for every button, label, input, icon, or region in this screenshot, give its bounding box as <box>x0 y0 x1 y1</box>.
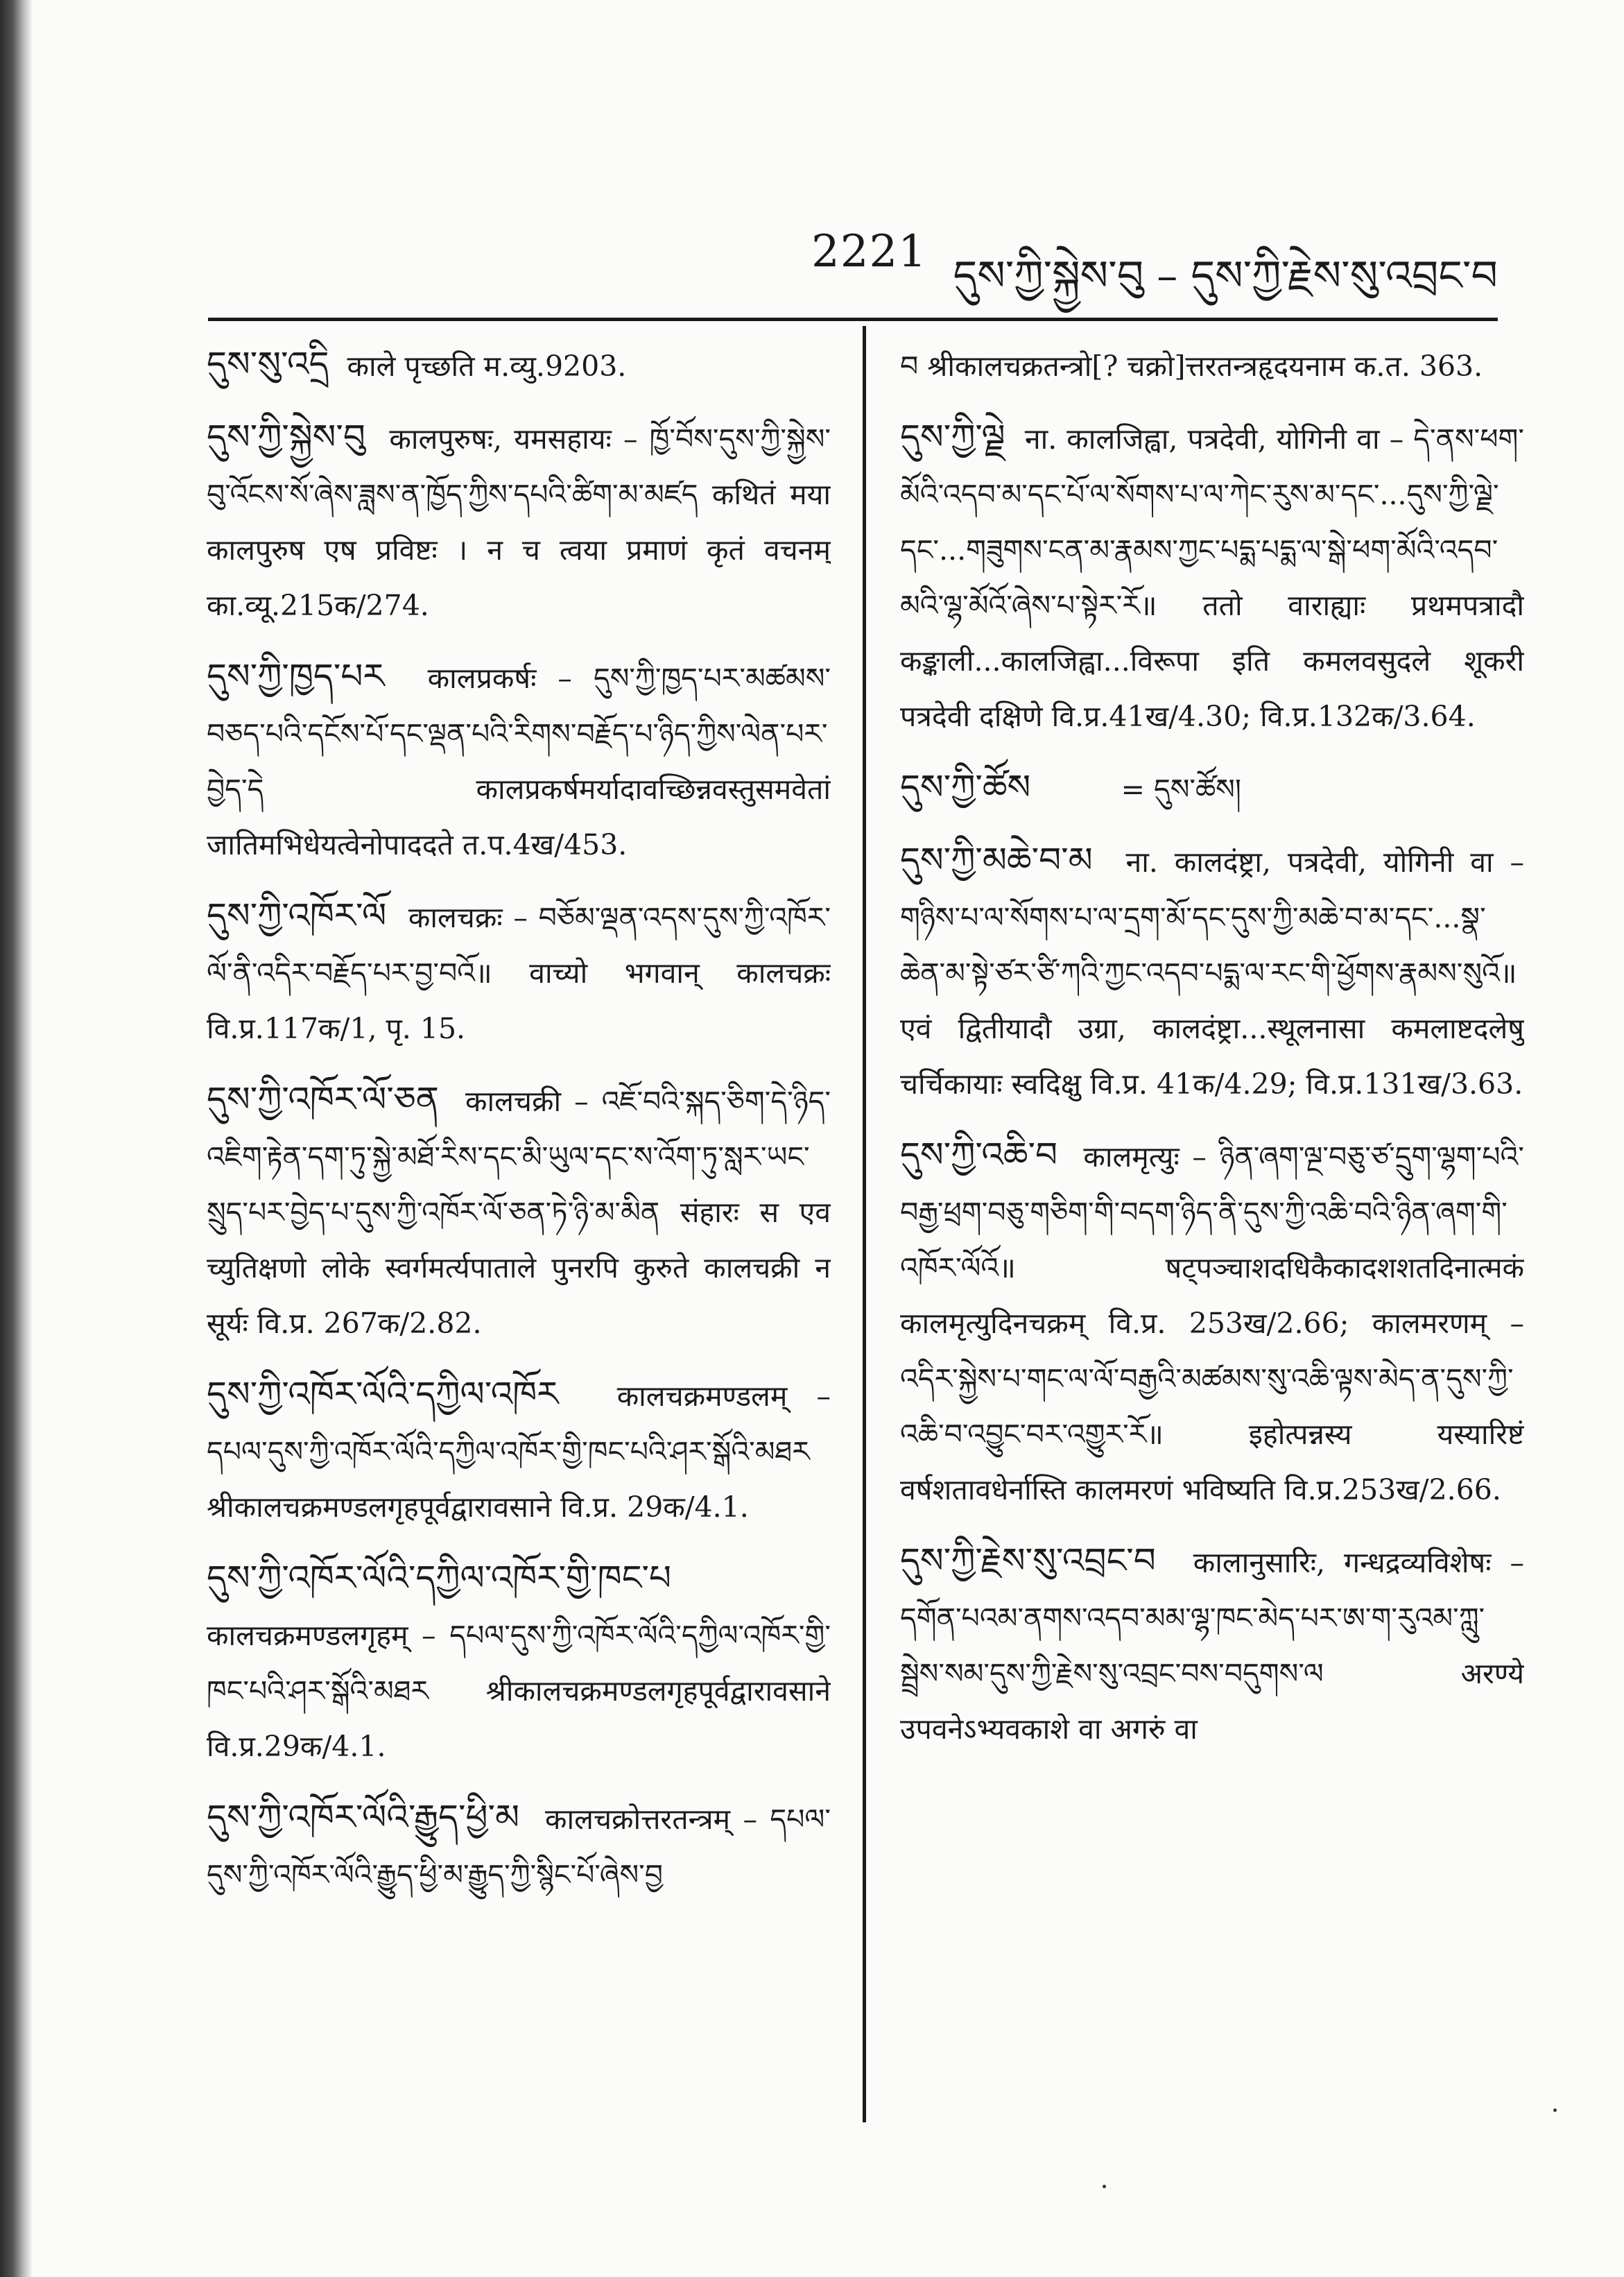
dictionary-entry <box>900 1127 1524 1518</box>
headword: དུས་ཀྱི་འཁོར་ལོའི་རྒྱུད་ཕྱི་མ <box>207 1797 520 1837</box>
dictionary-entry <box>207 409 831 633</box>
header-rule <box>208 318 1498 321</box>
dictionary-entry <box>207 1550 831 1774</box>
headword: དུས་ཀྱི་ལྗེ <box>900 417 1005 457</box>
dictionary-entry <box>207 336 831 394</box>
definition: ना. कालदंष्ट्रा, पत्रदेवी, योगिनी वा – གཉིས་པ་ལ་སོགས་པ་ལ་དྲག་མོ་དང་དུས་ཀྱི་མཆེ་བ་མ་དང་...སྣ་ཆེན་མ་སྟེ་ཙར་ཙི་ཀའི་ཀྱང་འདབ་པདྨ་ལ་རང་གི་ཕྱོགས་རྣམས་སུའོ॥ एवं द्वितीयादौ उग्रा, कालदंष्ट्रा...स्थूलनासा कमलाष्टदलेषु चर्चिकायाः स्वदिक्षु वि.प्र. 41क/4.29; वि.प्र.131ख/3.63. <box>900 845 1524 1101</box>
definition: कालचक्रः – བཅོམ་ལྡན་འདས་དུས་ཀྱི་འཁོར་ལོ་ནི་འདིར་བརྗོད་པར་བྱ་བའོ॥ वाच्यो भगवान् कालचक्रः वि.प्र.117क/1, पृ. 15. <box>207 901 831 1045</box>
definition: कालचक्रमण्डलगृहम् – དཔལ་དུས་ཀྱི་འཁོར་ལོའི་དཀྱིལ་འཁོར་གྱི་ཁང་པའི་ཤར་སྒོའི་མཐར श्रीकालचक्रमण्डलगृहपूर्वद्वारावसाने वि.प्र.29क/4.1. <box>207 1619 831 1763</box>
headword: དུས་ཀྱི་འཁོར་ལོའི་དཀྱིལ་འཁོར་གྱི་ཁང་པ <box>207 1558 672 1598</box>
definition: कालमृत्युः – ཉིན་ཞག་ལྔ་བཅུ་ཙ་དྲུག་ལྷག་པའི་བརྒྱ་ཕྲག་བཅུ་གཅིག་གི་བདག་ཉིད་ནི་དུས་ཀྱི་འཆི་བའི་ཉིན་ཞག་གི་འཁོར་ལོའོ॥ षट्पञ्चाशदधिकैकादशशतदिनात्मकं कालमृत्युदिनचक्रम् वि.प्र. 253ख/2.66; कालमरणम् – འདིར་སྐྱེས་པ་གང་ལ་ལོ་བརྒྱའི་མཚམས་སུ་འཆི་ལྟས་མེད་ན་དུས་ཀྱི་འཆི་བ་འབྱུང་བར་འགྱུར་རོ॥ इहोत्पन्नस्य यस्यारिष्टं वर्षशतावधेर्नास्ति कालमरणं भविष्यति वि.प्र.253ख/2.66. <box>900 1140 1524 1506</box>
headword: དུས་ཀྱི་ཁྱད་པར <box>207 656 385 696</box>
headword: དུས་སུ་འདྲི <box>207 344 329 384</box>
headword: དུས་ཀྱི་རྗེས་སུ་འབྲང་བ <box>900 1540 1156 1581</box>
definition: कालानुसारिः, गन्धद्रव्यविशेषः – དགོན་པའམ་ནགས་འདབ་མམ་ལྷ་ཁང་མེད་པར་ཨ་ག་རུའམ་ཀླུ་སྦྲེས་སམ་དུས་ཀྱི་རྗེས་སུ་འབྲང་བས་བདུགས་ལ अरण्ये उपवनेऽभ्यवकाशे वा अगरुं वा <box>900 1546 1524 1746</box>
page-number: 2221 <box>811 226 927 277</box>
scan-speck <box>1103 2185 1106 2188</box>
column-divider <box>863 326 866 2122</box>
definition: कालचक्री – འཇོ་བའི་སྐད་ཅིག་དེ་ཉིད་འཇིག་རྟེན་དག་ཏུ་སྐྱེ་མཐོ་རིས་དང་མི་ཡུལ་དང་ས་འོག་ཏུ་སླར་ཡང་སྲུད་པར་བྱེད་པ་དུས་ཀྱི་འཁོར་ལོ་ཅན་ཏེ་ཉི་མ་མིན संहारः स एव च्युतिक्षणो लोके स्वर्गमर्त्यपाताले पुनरपि कुरुते कालचक्री न सूर्यः वि.प्र. 267क/2.82. <box>207 1085 831 1340</box>
dictionary-entry <box>900 409 1524 744</box>
definition: कालप्रकर्षः – དུས་ཀྱི་ཁྱད་པར་མཚམས་བཅད་པའི་དངོས་པོ་དང་ལྡན་པའི་རིགས་བརྗོད་པ་ཉིད་ཀྱིས་ལེན་པར་བྱེད་དེ कालप्रकर्षमर्यादावच्छिन्नवस्तुसमवेतां जातिमभिधेयत्वेनोपाददते त.प.4ख/453. <box>207 662 831 861</box>
headword: དུས་ཀྱི་འཁོར་ལོའི་དཀྱིལ་འཁོར <box>207 1374 559 1414</box>
running-head: དུས་ཀྱི་སྐྱེས་བུ – དུས་ཀྱི་རྗེས་སུ་འབྲང་བ <box>953 252 1498 300</box>
definition: བ श्रीकालचक्रतन्त्रो[? चक्रो]त्तरतन्त्रहृदयनाम क.त. 363. <box>900 350 1483 383</box>
headword: དུས་ཀྱི་ཚོས <box>900 767 1031 807</box>
headword: དུས་ཀྱི་མཆེ་བ་མ <box>900 840 1093 880</box>
book-binding-shadow <box>0 0 32 2277</box>
definition: कालचक्रोत्तरतन्त्रम् – དཔལ་དུས་ཀྱི་འཁོར་ལོའི་རྒྱུད་ཕྱི་མ་རྒྱུད་ཀྱི་སྙིང་པོ་ཞེས་བྱ <box>207 1803 831 1891</box>
dictionary-entry <box>207 888 831 1056</box>
headword: དུས་ཀྱི་འཁོར་ལོ་ཅན <box>207 1079 439 1119</box>
definition: काले पृच्छति म.व्यु.9203. <box>347 350 627 383</box>
scan-speck <box>1553 2108 1557 2112</box>
definition: ना. कालजिह्वा, पत्रदेवी, योगिनी वा – དེ་ནས་ཕག་མོའི་འདབ་མ་དང་པོ་ལ་སོགས་པ་ལ་ཀེང་རུས་མ་དང་...དུས་ཀྱི་ལྗེ་དང་...གཟུགས་ངན་མ་རྣམས་ཀྱང་པདྨ་པདྨ་ལ་སྒེ་ཕག་མོའི་འདབ་མའི་ལྷ་མོའོ་ཞེས་པ་སྟེར་རོ॥ ततो वाराह्याः प्रथमपत्रादौ कङ्काली...कालजिह्वा...विरूपा इति कमलवसुदले शूकरी पत्रदेवी दक्षिणे वि.प्र.41ख/4.30; वि.प्र.132क/3.64. <box>900 422 1524 733</box>
dictionary-entry <box>207 1072 831 1351</box>
dictionary-entry <box>900 832 1524 1112</box>
definition: कालपुरुषः, यमसहायः – ཁྱོ་བོས་དུས་ཀྱི་སྐྱེས་བུ་འོངས་སོ་ཞེས་ཟླས་ན་ཁྱོད་ཀྱིས་དཔའི་ཚིག་མ་མཛད कथितं मया कालपुरुष एष प्रविष्टः । न च त्वया प्रमाणं कृतं वचनम् का.व्यू.215क/274. <box>207 422 831 622</box>
left-column <box>207 336 831 1918</box>
headword: དུས་ཀྱི་འཆི་བ <box>900 1135 1058 1175</box>
definition: कालचक्रमण्डलम् – དཔལ་དུས་ཀྱི་འཁོར་ལོའི་དཀྱིལ་འཁོར་གྱི་ཁང་པའི་ཤར་སྒོའི་མཐར श्रीकालचक्रमण्डलगृहपूर्वद्वारावसाने वि.प्र. 29क/4.1. <box>207 1380 831 1524</box>
dictionary-entry <box>900 1533 1524 1757</box>
cross-reference: = དུས་ཚོས། <box>1121 773 1241 806</box>
page-header <box>208 221 1498 311</box>
dictionary-entry <box>207 1366 831 1535</box>
headword: དུས་ཀྱི་འཁོར་ལོ <box>207 895 387 936</box>
dictionary-entry <box>900 759 1524 817</box>
dictionary-entry <box>207 1789 831 1902</box>
entry-continuation <box>900 336 1524 394</box>
right-column <box>900 336 1524 1772</box>
headword: དུས་ཀྱི་སྐྱེས་བུ <box>207 417 365 457</box>
dictionary-entry <box>207 648 831 873</box>
